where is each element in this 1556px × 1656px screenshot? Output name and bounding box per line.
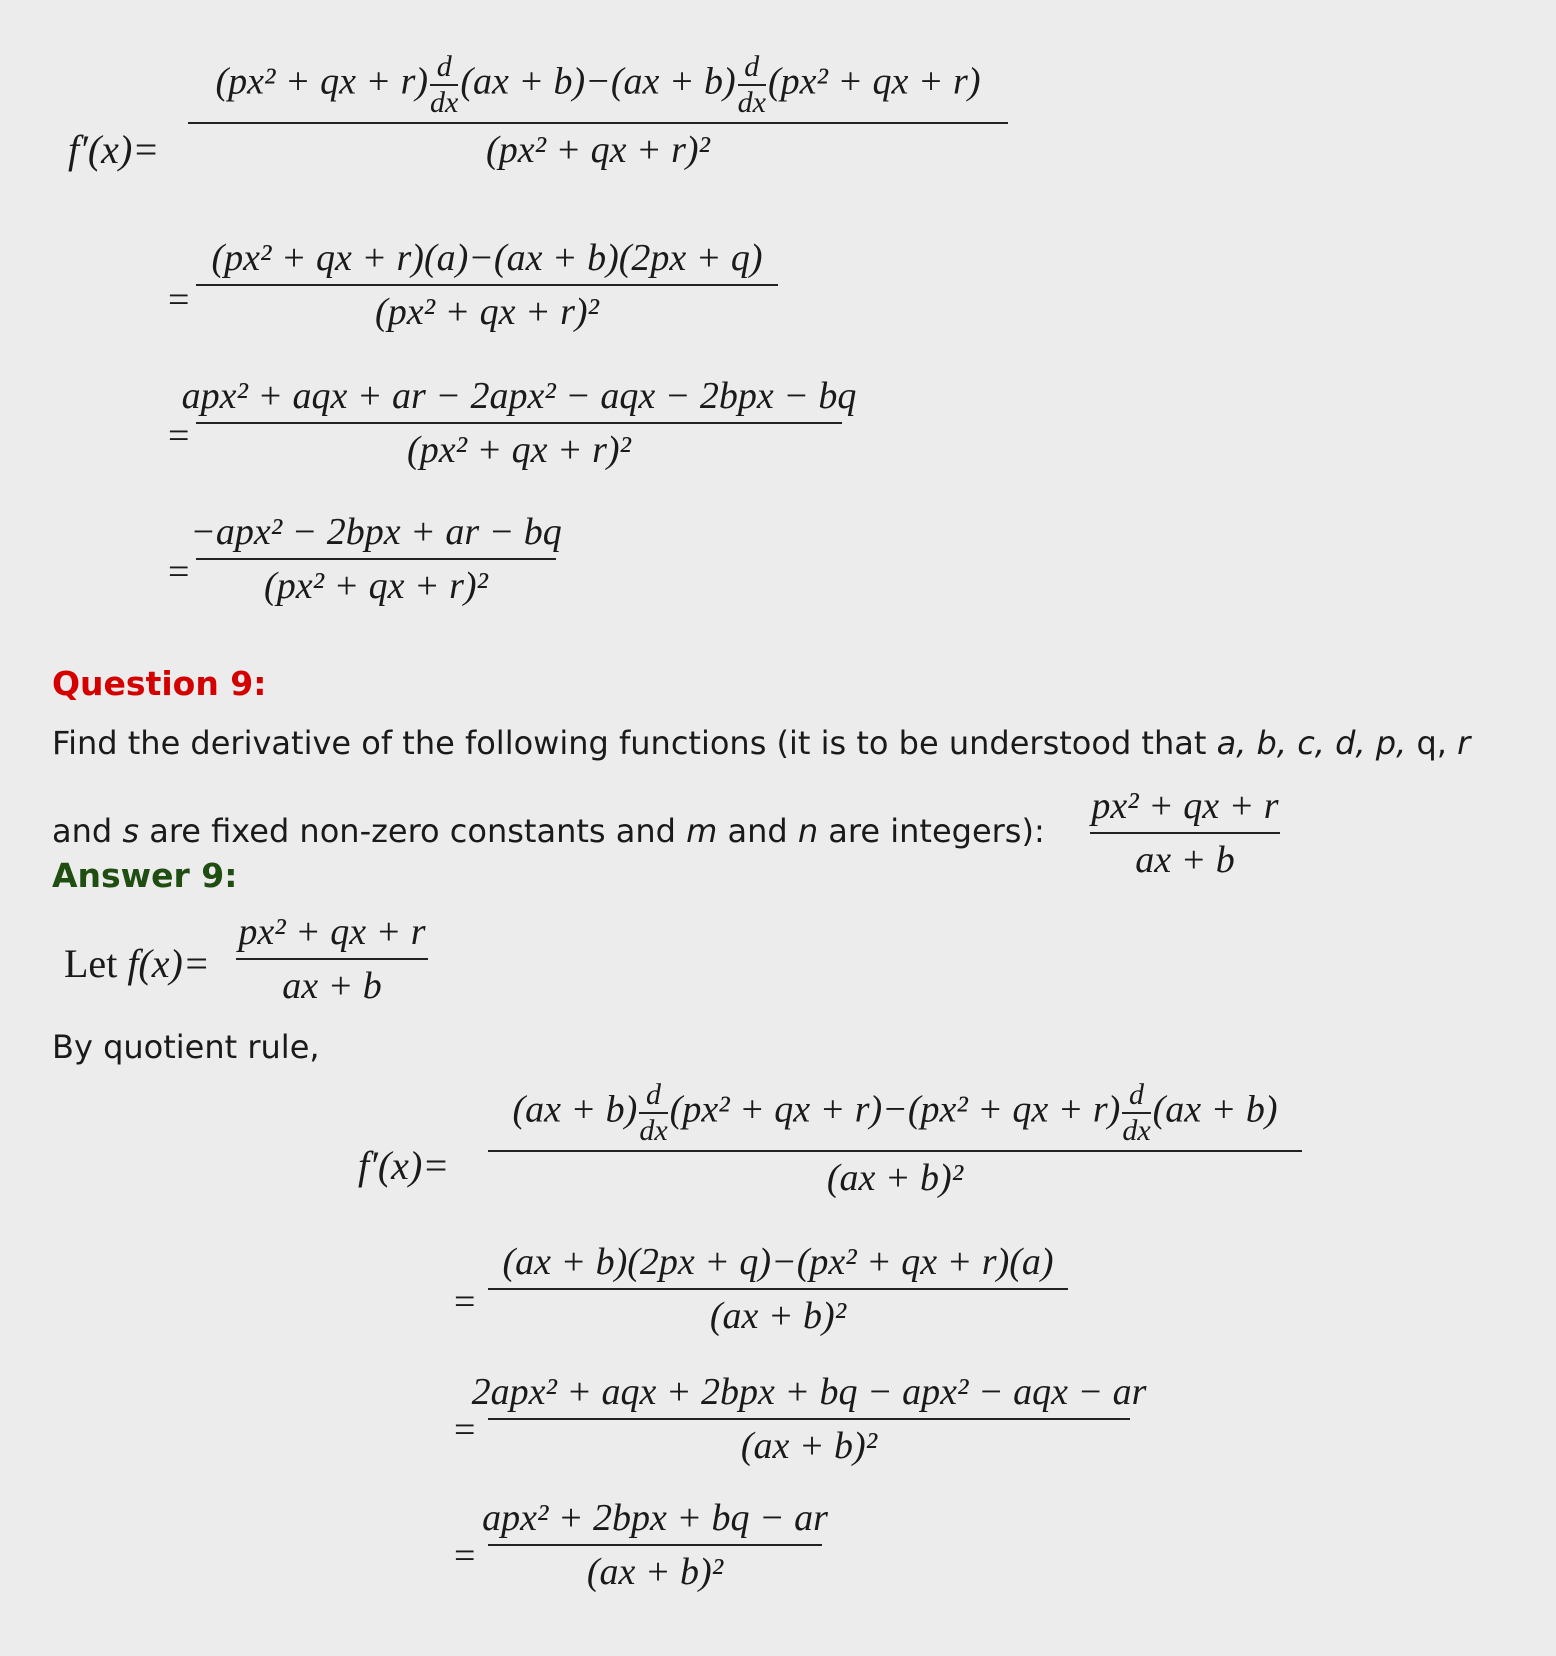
let-frac-denominator: ax + b: [282, 964, 382, 1007]
answer-step4-numerator: apx² + 2bpx + bq − ar: [482, 1497, 828, 1539]
question-var-m: m: [686, 812, 718, 850]
answer-eq-3: =: [454, 1409, 476, 1451]
top-step1-numerator: [216, 52, 981, 118]
question-text-2b: are fixed non-zero constants and: [149, 812, 676, 850]
question-fraction: [1090, 786, 1280, 882]
question-var-s: s: [122, 812, 140, 850]
let-frac-numerator: px² + qx + r: [238, 911, 426, 953]
fraction-bar: [488, 1150, 1302, 1152]
top-step1-num-part3: (px² + qx + r): [767, 60, 981, 103]
answer-lhs: f′(x)=: [358, 1143, 450, 1188]
question-vars: a, b, c, d, p,: [1216, 724, 1407, 762]
top-step1-denominator: (px² + qx + r)²: [486, 129, 710, 171]
fraction-bar: [488, 1288, 1068, 1290]
top-step4-fraction: [190, 511, 562, 608]
answer-step1-numerator: [513, 1080, 1278, 1146]
top-eq-3: =: [168, 415, 190, 457]
let-fx: f(x)=: [127, 941, 210, 986]
dx-label: dx: [430, 86, 459, 119]
answer-eq-2: =: [454, 1281, 476, 1323]
fraction-bar: [188, 122, 1008, 124]
fraction-bar: [196, 558, 556, 560]
question-frac-numerator: px² + qx + r: [1091, 785, 1279, 827]
ans-step1-part3: (ax + b): [1152, 1088, 1278, 1131]
fraction-bar: [196, 284, 778, 286]
top-step1-fraction: [188, 52, 1008, 172]
fraction-bar: [236, 958, 428, 960]
fraction-bar: [1090, 832, 1280, 834]
let-word: Let: [64, 941, 118, 986]
question-line-1: [52, 724, 1470, 762]
answer-step2-fraction: [488, 1242, 1068, 1338]
answer-step3-fraction: [471, 1371, 1147, 1468]
answer-step2-numerator: (ax + b)(2px + q)−(px² + qx + r)(a): [502, 1241, 1054, 1283]
top-step2-denominator: (px² + qx + r)²: [375, 290, 599, 333]
top-step2-numerator: (px² + qx + r)(a)−(ax + b)(2px + q): [211, 237, 763, 279]
fraction-bar: [488, 1544, 822, 1546]
top-lhs: f′(x)=: [68, 127, 160, 172]
question-var-q: q,: [1416, 724, 1447, 762]
question-var-r: r: [1457, 724, 1471, 762]
answer-eq-4: =: [454, 1535, 476, 1577]
top-eq-4: =: [168, 551, 190, 593]
top-step3-fraction: [181, 375, 857, 472]
top-eq-2: =: [168, 279, 190, 321]
fraction-bar: [488, 1418, 1130, 1420]
answer-step3-numerator: 2apx² + aqx + 2bpx + bq − apx² − aqx − ar: [471, 1371, 1147, 1413]
answer-let-fraction: [236, 912, 428, 1008]
answer-step3-denominator: (ax + b)²: [740, 1424, 878, 1467]
d-dx-operator: [639, 1080, 667, 1146]
d-dx-operator: [738, 52, 766, 118]
ans-step1-part2: (px² + qx + r)−(px² + qx + r): [669, 1088, 1121, 1131]
question-text-2c: and: [727, 812, 788, 850]
answer-let: [64, 940, 210, 987]
answer-heading: Answer 9:: [52, 856, 238, 895]
question-frac-denominator: ax + b: [1135, 838, 1235, 881]
dx-label: dx: [1122, 1114, 1151, 1147]
fraction-bar: [196, 422, 842, 424]
d-dx-operator: [430, 52, 458, 118]
question-heading: Question 9:: [52, 664, 267, 703]
quotient-rule-text: By quotient rule,: [52, 1028, 320, 1066]
d-label: d: [436, 50, 452, 83]
dx-label: dx: [737, 86, 766, 119]
top-step3-numerator: apx² + aqx + ar − 2apx² − aqx − 2bpx − bq: [181, 375, 857, 417]
top-step2-fraction: [196, 238, 778, 334]
question-line-2: [52, 812, 1045, 850]
answer-step4-denominator: (ax + b)²: [586, 1550, 724, 1593]
question-var-n: n: [797, 812, 819, 850]
question-text-2a: and: [52, 812, 113, 850]
question-text-1: Find the derivative of the following functions (it is to be understood that: [52, 724, 1207, 762]
d-label: d: [1128, 1078, 1144, 1111]
ans-step1-part1: (ax + b): [512, 1088, 638, 1131]
answer-step1-fraction: [488, 1080, 1302, 1200]
top-step1-num-part1: (px² + qx + r): [215, 60, 429, 103]
dx-label: dx: [639, 1114, 668, 1147]
top-step1-num-part2: (ax + b)−(ax + b): [460, 60, 736, 103]
answer-step2-denominator: (ax + b)²: [709, 1294, 847, 1337]
d-label: d: [744, 50, 760, 83]
question-text-2d: are integers):: [828, 812, 1045, 850]
top-step3-denominator: (px² + qx + r)²: [407, 428, 631, 471]
answer-step4-fraction: [482, 1497, 828, 1594]
d-dx-operator: [1122, 1080, 1150, 1146]
answer-step1-denominator: (ax + b)²: [826, 1157, 964, 1199]
d-label: d: [646, 1078, 661, 1111]
top-step4-denominator: (px² + qx + r)²: [264, 564, 488, 607]
top-step4-numerator: −apx² − 2bpx + ar − bq: [190, 511, 562, 553]
